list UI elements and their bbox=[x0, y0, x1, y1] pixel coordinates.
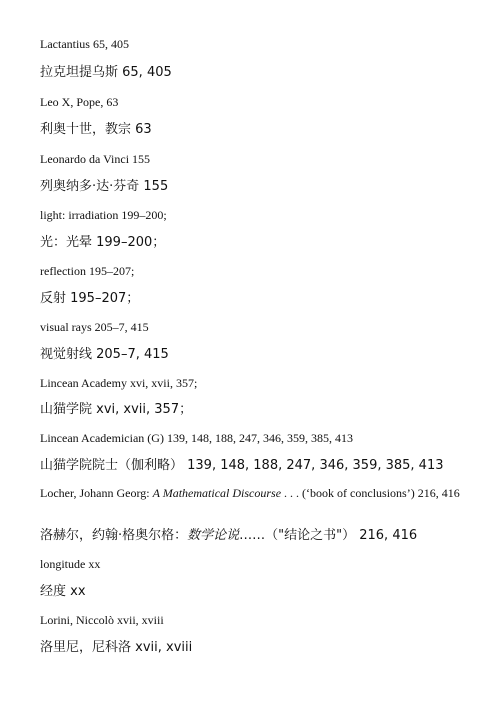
index-entry: visual rays 205–7, 415 bbox=[40, 320, 149, 334]
index-entry: Leo X, Pope, 63 bbox=[40, 95, 119, 109]
index-entry: Lorini, Niccolò xvii, xviii bbox=[40, 613, 164, 627]
index-entry-zh: 拉克坦提乌斯 65, 405 bbox=[40, 65, 172, 80]
index-entry: reflection 195–207; bbox=[40, 264, 135, 278]
index-entry-zh: 利奥十世，教宗 63 bbox=[40, 122, 152, 137]
book-title: 数学论说 bbox=[187, 528, 240, 543]
index-entry-zh: 光：光晕 199–200； bbox=[40, 235, 166, 250]
index-entry: Lincean Academician (G) 139, 148, 188, 247, 346, 359, 385, 413 bbox=[40, 431, 353, 445]
index-entry-zh: 经度 xx bbox=[40, 584, 86, 599]
index-entry: light: irradiation 199–200; bbox=[40, 208, 167, 222]
index-entry-zh: 反射 195–207； bbox=[40, 291, 140, 306]
book-title: A Mathematical Discourse bbox=[152, 486, 282, 500]
index-entry-zh: 视觉射线 205–7, 415 bbox=[40, 347, 169, 362]
entry-text: ……（"结论之书"） 216, 416 bbox=[239, 528, 418, 543]
entry-text: 洛赫尔，约翰·格奥尔格： bbox=[40, 528, 188, 543]
index-entry bbox=[40, 486, 480, 500]
entry-text: . . . (‘book of conclusions’) 216, 416 bbox=[281, 486, 460, 500]
index-entry-zh: 洛里尼，尼科洛 xvii, xviii bbox=[40, 640, 193, 655]
index-entry-zh: 列奥纳多·达·芬奇 155 bbox=[40, 179, 169, 194]
index-entry-zh bbox=[40, 529, 480, 543]
index-entry-zh: 山猫学院 xvi, xvii, 357； bbox=[40, 402, 193, 417]
index-entry: Leonardo da Vinci 155 bbox=[40, 152, 151, 166]
index-entry: longitude xx bbox=[40, 557, 101, 571]
index-entry: Lincean Academy xvi, xvii, 357; bbox=[40, 376, 198, 390]
entry-text: Locher, Johann Georg: bbox=[40, 486, 153, 500]
index-entry-zh: 山猫学院院士（伽利略） 139, 148, 188, 247, 346, 359, 385, 413 bbox=[40, 458, 444, 473]
index-entry: Lactantius 65, 405 bbox=[40, 37, 129, 51]
